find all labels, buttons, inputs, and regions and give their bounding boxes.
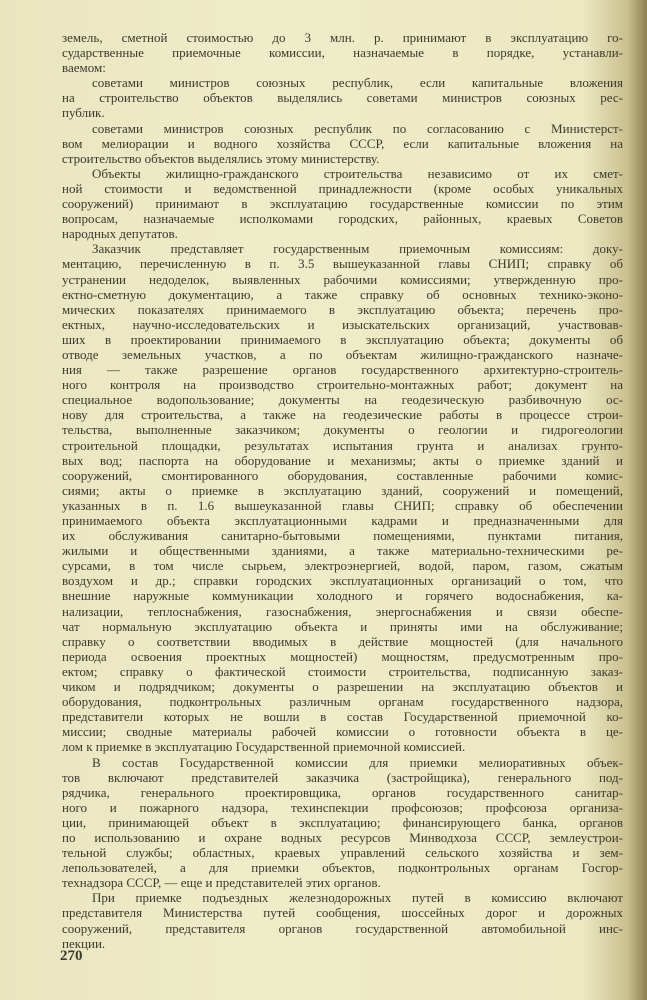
paragraph [62,75,623,120]
text-line: справку о соответствии вводимых в действие мощностей (для начального [62,633,623,649]
text-line: указанных в п. 1.6 вышеуказанной главы СНИП; справку об обеспечении [62,497,623,513]
text-line: воздухом и др.; справки городских эксплуатационных организаций о том, что [62,573,623,589]
text-line: советами министров союзных республик по согласованию с Министерст- [92,120,623,136]
text-line: В состав Государственной комиссии для приемки мелиоративных объек- [92,754,623,770]
text-line: лом к приемке в эксплуатацию Государственной приемочной комиссией. [62,739,466,755]
text-line: сурсами, в том числе сырьем, электроэнергией, водой, паром, газом, сжатым [62,558,623,574]
paragraph [62,121,623,166]
text-line: оборудования, подконтрольных различным органам государственного надзора, [62,694,623,710]
text-line: жилыми и общественными зданиями, а также материально-техническими ре- [62,543,623,559]
text-line: сооружений) принимают в эксплуатацию государственные комиссии по этим [62,196,623,212]
text-line: сиями; акты о приемке в эксплуатацию зданий, сооружений и помещений, [62,482,623,498]
text-line: ного контроля на производство строительно-монтажных работ; документ на [62,377,623,393]
page-number: 270 [60,948,83,964]
text-line: вых вод; паспорта на оборудование и механизмы; акты о приемке зданий и [62,452,623,468]
text-line: ции, принимающей объект в эксплуатацию; финансирующего банка, органов [62,814,623,830]
text-line: ного и пожарного надзора, техинспекции профсоюзов; профсоюза организа- [62,799,623,815]
text-line: ния — также разрешение органов государственного архитектурно-строитель- [62,362,623,378]
text-line: ектных, научно-исследовательских и изыскательских организаций, участвовав- [62,316,623,332]
text-line: на строительство объектов выделялись советами министров союзных рес- [62,90,623,106]
text-line: вопросам, назначаемые исполкомами городских, районных, краевых Советов [62,211,623,227]
text-line: пекции. [62,935,106,951]
text-line: тов включают представителей заказчика (застройщика), генерального под- [62,769,623,785]
text-line: советами министров союзных республик, если капитальные вложения [92,75,623,91]
text-line: ной стоимости и ведомственной принадлежности (кроме особых уникальных [62,180,623,196]
text-line: сооружений, представителя органов государственной автомобильной инс- [62,920,623,936]
text-line: тельства, выполненные заказчиком; документы о геологии и гидрогеологии [62,422,623,438]
text-line: нову для строительства, а также на геодезические работы в процессе строи- [62,407,623,423]
text-line: Объекты жилищно-гражданского строительства независимо от их смет- [92,165,623,181]
text-line: отводе земельных участков, а по объектам жилищно-гражданского назначе- [62,346,623,362]
text-line: специальное водопользование; документы на геодезическую разбивочную ос- [62,392,623,408]
paragraph [62,241,623,754]
text-line: земель, сметной стоимостью до 3 млн. р. принимают в эксплуатацию го- [62,30,623,45]
text-line: тельной службы; областных, краевых управлений сельского хозяйства и зем- [62,845,623,861]
text-line: мических показателях принимаемого в эксплуатацию объекта; перечень про- [62,301,623,317]
text-line: по использованию и охране водных ресурсов Минводхоза СССР, землеустрои- [62,829,623,845]
text-line: принимаемого объекта эксплуатационными кадрами и предназначенными для [62,513,623,528]
text-line: публик. [62,105,105,121]
text-line: представителя Министерства путей сообщения, шоссейных дорог и дорожных [62,905,623,921]
paragraph [62,890,623,950]
text-line: периода освоения проектных мощностей) мощностям, предусмотренным про- [62,648,623,664]
text-line: миссии; сводные материалы рабочей комиссии о готовности объекта в це- [62,724,623,740]
text-line: их обслуживания санитарно-бытовыми помещениями, пунктами питания, [62,528,623,544]
text-line: чиком и подрядчиком; документы о разрешении на эксплуатацию объектов и [62,679,623,695]
paragraph [62,166,623,241]
text-line: нализации, теплоснабжения, газоснабжения, энергоснабжения и связи обеспе- [62,603,623,619]
text-line: сударственные приемочные комиссии, назначаемые в порядке, устанавли- [62,45,623,61]
text-line: ваемом: [62,60,106,76]
text-line: строительство объектов выделялись этому министерству. [62,150,380,166]
text-line: ектом; справку о фактической стоимости строительства, подписанную заказ- [62,663,623,679]
text-line: вом мелиорации и водного хозяйства СССР, если капитальные вложения на [62,135,623,151]
text-line: внешние наружные коммуникации холодного и горячего водоснабжения, ка- [62,588,623,604]
paragraph [62,30,623,75]
text-line: ментацию, перечисленную в п. 3.5 вышеуказанной главы СНИП; справку об [62,256,623,272]
text-line: чат нормальную эксплуатацию объекта и приняты ими на обслуживание; [62,618,623,634]
text-line: лепользователей, а для приемки объектов, подконтрольных органам Госгор- [62,860,623,876]
text-line: ектно-сметную документацию, а также справку об основных технико-эконо- [62,286,623,302]
text-line: строительной площадки, результатах испытания грунта и анализах грунто- [62,437,623,453]
body-text [62,30,623,951]
text-line: народных депутатов. [62,226,178,242]
text-line: технадзора СССР, — еще и представителей этих органов. [62,875,381,891]
paragraph [62,755,623,891]
text-line: устранении недоделок, выявленных рабочими комиссиями; утвержденную про- [62,271,623,287]
text-line: сооружений, смонтированного оборудования, составленные рабочими комис- [62,467,623,483]
text-line: При приемке подъездных железнодорожных путей в комиссию включают [92,890,623,906]
text-line: представители которых не вошли в состав Государственной приемочной ко- [62,709,623,725]
text-line: ших в проектировании принимаемого в эксплуатацию объекта; документы об [62,331,623,347]
text-line: рядчика, генерального проектировщика, органов государственного санитар- [62,784,623,800]
text-line: Заказчик представляет государственным приемочным комиссиям: доку- [92,241,623,257]
